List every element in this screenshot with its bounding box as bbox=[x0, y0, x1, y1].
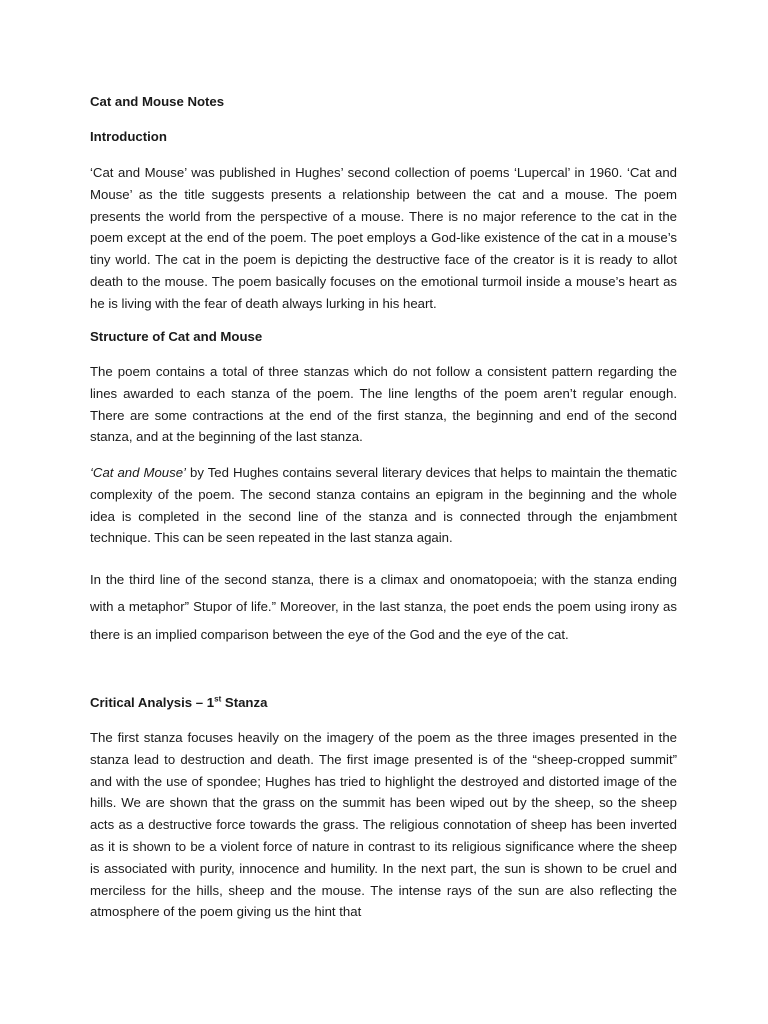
structure-paragraph-2-text: by Ted Hughes contains several literary devices that helps to maintain the thematic complexity of the poem. The second stanza contains an epigram in the beginning and the whole idea is completed in the second line of the stanza and is connected through the enjambment technique. This can be seen repeated in the last stanza again. bbox=[90, 465, 677, 546]
ordinal-suffix: st bbox=[214, 694, 222, 704]
critical-analysis-paragraph: The first stanza focuses heavily on the imagery of the poem as the three images presented in the stanza lead to destruction and death. The first image presented is of the “sheep-cropped summit” and with the use of spondee; Hughes has tried to highlight the destroyed and distorted image of the hills. We are shown that the grass on the summit has been wiped out by the sheep, so the sheep acts as a destructive force towards the grass. The religious connotation of sheep has been inverted as it is shown to be a violent force of nature in contrast to its religious significance where the sheep is associated with purity, innocence and humility. In the next part, the sun is shown to be cruel and merciless for the hills, sheep and the mouse. The intense rays of the sun are also reflecting the atmosphere of the poem giving us the hint that bbox=[90, 730, 677, 920]
structure-paragraph-2 bbox=[90, 462, 677, 549]
structure-paragraph-3: In the third line of the second stanza, there is a climax and onomatopoeia; with the stanza ending with a metaphor” Stupor of life.” Moreover, in the last stanza, the poet ends the poem using irony as there is an implied comparison between the eye of the God and the eye of the cat. bbox=[90, 572, 677, 642]
critical-analysis-heading-suffix: Stanza bbox=[221, 695, 268, 710]
structure-paragraph-1: The poem contains a total of three stanzas which do not follow a consistent pattern regarding the lines awarded to each stanza of the poem. The line lengths of the poem aren’t regular enough. There are some contractions at the end of the first stanza, the beginning and end of the second stanza, and at the beginning of the last stanza. bbox=[90, 364, 677, 445]
poem-title-italic: ‘Cat and Mouse’ bbox=[90, 465, 186, 480]
document-title: Cat and Mouse Notes bbox=[90, 94, 225, 109]
introduction-paragraph: ‘Cat and Mouse’ was published in Hughes’ second collection of poems ‘Lupercal’ in 1960. ‘Cat and Mouse’ as the title suggests presents a relationship between the cat and a mouse. The poem presents the world from the perspective of a mouse. There is no major reference to the cat in the poem except at the end of the poem. The poet employs a God-like existence of the cat in a mouse’s tiny world. The cat in the poem is depicting the destructive face of the creator is it is ready to allot death to the mouse. The poem basically focuses on the emotional turmoil inside a mouse’s heart as he is living with the fear of death always lurking in his heart. bbox=[90, 165, 677, 311]
structure-heading: Structure of Cat and Mouse bbox=[90, 329, 263, 344]
critical-analysis-heading bbox=[90, 695, 267, 710]
critical-analysis-heading-text: Critical Analysis – 1 bbox=[90, 695, 215, 710]
introduction-heading: Introduction bbox=[90, 129, 167, 144]
